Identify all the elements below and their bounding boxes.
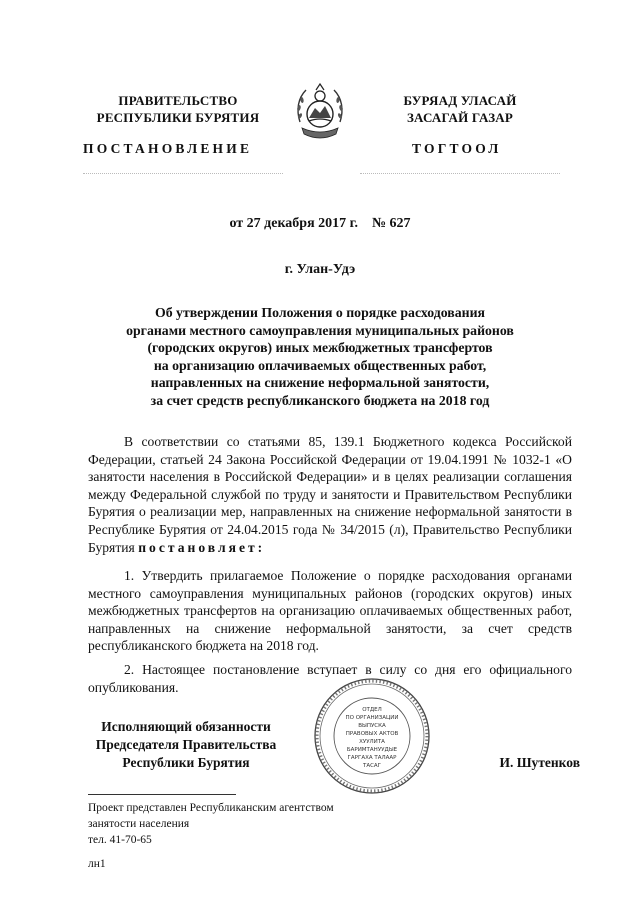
footer-line4: лн1	[88, 858, 106, 870]
stamp-text: ХУУЛИТА	[359, 739, 385, 745]
signature-position	[84, 718, 288, 772]
title-line: на организацию оплачиваемых общественных работ,	[153, 357, 487, 373]
official-stamp	[312, 676, 432, 796]
header-right-title: ТОГТООЛ	[412, 141, 502, 156]
stamp-text: ГАРГАХА ТАЛААР	[347, 755, 397, 761]
preamble-paragraph	[88, 433, 572, 556]
footer-line1: Проект представлен Республиканским агентством	[88, 802, 334, 814]
stamp-text: БАРИМТАНУУДЫЕ	[346, 747, 398, 753]
title-line: за счет средств республиканского бюджета на 2018 год	[150, 392, 490, 408]
header-left	[90, 92, 266, 126]
decree-title	[0, 304, 640, 409]
item-1-paragraph: 1. Утвердить прилагаемое Положение о порядке расходования органами местного самоуправления муниципальных районов (городских округов) иных межбюджетных трансфертов на организацию оплачиваемых общественных работ, направленных на снижение неформальной занятости, за счет средств республиканского бюджета на 2018 год.	[88, 568, 572, 654]
footer-line3: тел. 41-70-65	[88, 834, 152, 846]
stamp-text: ТАСАГ	[362, 763, 382, 769]
stamp-text: ВЫПУСКА	[358, 723, 386, 729]
header-left-title: ПОСТАНОВЛЕНИЕ	[83, 141, 253, 156]
header-right-line2: ЗАСАГАЙ ГАЗАР	[406, 110, 514, 125]
title-line: направленных на снижение неформальной занятости,	[150, 375, 490, 390]
footer-note	[88, 800, 334, 872]
header-left-line2: РЕСПУБЛИКИ БУРЯТИЯ	[96, 110, 260, 125]
header-right-line1: БУРЯАД УЛАСАЙ	[403, 93, 517, 108]
header-divider-left	[83, 173, 283, 174]
signature-line1: Исполняющий обязанности	[101, 719, 271, 734]
decree-city: г. Улан-Удэ	[284, 262, 356, 277]
signature-line3: Республики Бурятия	[122, 755, 250, 770]
preamble-resolves: постановляет:	[138, 539, 266, 555]
preamble-text: В соответствии со статьями 85, 139.1 Бюджетного кодекса Российской Федерации, статьей 24 Закона Российской Федерации от 19.04.1991 № 1032-1 «О занятости населения в Российской Федерации» и в целях реализации соглашения между Федеральной службой по труду и занятости и Правительством Республики Бурятия о реализации мер, направленных на снижение неформальной занятости в Республике Бурятия от 24.04.2015 года № 34/2015 (л), Правительство Республики Бурятия	[88, 434, 572, 555]
title-line: органами местного самоуправления муниципальных районов	[126, 322, 514, 338]
title-line: (городских округов) иных межбюджетных трансфертов	[147, 340, 493, 355]
signatory-name: И. Шутенков	[499, 755, 580, 770]
signature-line2: Председателя Правительства	[95, 737, 277, 752]
stamp-text: ПРАВОВЫХ АКТОВ	[345, 731, 399, 737]
item-2-paragraph: 2. Настоящее постановление вступает в силу со дня его официального опубликования.	[88, 662, 572, 695]
header-right	[372, 92, 548, 126]
decree-date-number: от 27 декабря 2017 г. № 627	[229, 216, 411, 231]
stamp-text: ПО ОРГАНИЗАЦИИ	[345, 715, 399, 721]
header-left-line1: ПРАВИТЕЛЬСТВО	[118, 93, 238, 108]
header-divider-right	[360, 173, 560, 174]
title-line: Об утверждении Положения о порядке расходования	[154, 305, 486, 320]
footer-rule	[88, 794, 236, 795]
footer-line2: занятости населения	[88, 818, 190, 830]
stamp-text: ОТДЕЛ	[362, 707, 382, 713]
coat-of-arms-emblem	[292, 82, 348, 144]
